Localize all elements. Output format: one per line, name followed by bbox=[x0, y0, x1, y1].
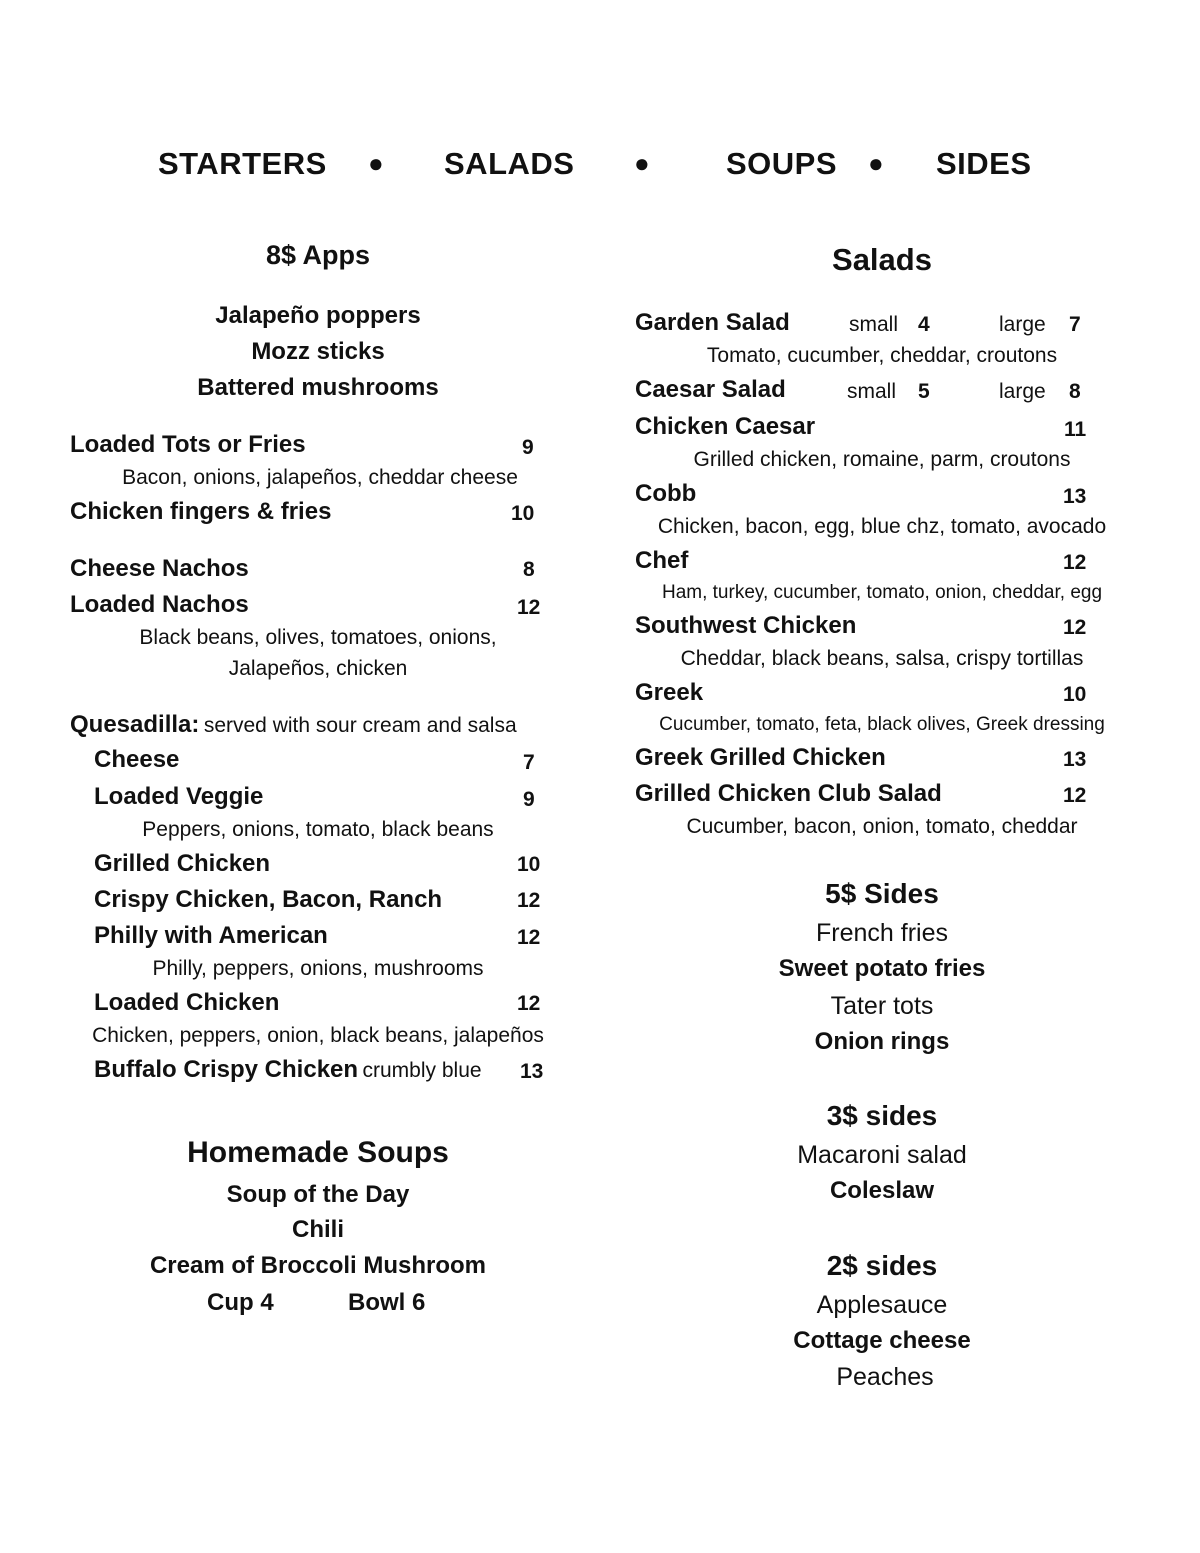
soup-item: Cream of Broccoli Mushroom bbox=[149, 1252, 487, 1279]
garden-salad-name: Garden Salad bbox=[635, 309, 790, 336]
quesadilla-label: Quesadilla: bbox=[70, 711, 200, 738]
salad-item-desc: Cheddar, black beans, salsa, crispy tortillas bbox=[680, 647, 1084, 670]
salad-item-price: 12 bbox=[1063, 784, 1087, 807]
garden-large-price: 7 bbox=[1069, 313, 1081, 336]
header-separator: ● bbox=[368, 148, 384, 178]
apps-item: Mozz sticks bbox=[251, 338, 385, 365]
salad-item-desc: Ham, turkey, cucumber, tomato, onion, cheddar, egg bbox=[661, 582, 1103, 603]
quesadilla-item-name: Buffalo Crispy Chicken bbox=[94, 1056, 359, 1083]
loaded-nachos-price: 12 bbox=[517, 596, 541, 619]
quesadilla-item-name: Loaded Chicken bbox=[94, 989, 280, 1016]
salad-item-desc: Chicken, bacon, egg, blue chz, tomato, avocado bbox=[657, 515, 1107, 538]
salad-item-name: Chicken Caesar bbox=[635, 413, 816, 440]
quesadilla-item-buffalo bbox=[94, 1056, 482, 1084]
sides-five-title: 5$ Sides bbox=[825, 878, 939, 909]
sides-two-title: 2$ sides bbox=[826, 1250, 938, 1281]
caesar-salad-name: Caesar Salad bbox=[635, 376, 786, 403]
loaded-tots-name: Loaded Tots or Fries bbox=[70, 431, 306, 458]
quesadilla-item-desc: Chicken, peppers, onion, black beans, jalapeños bbox=[92, 1024, 544, 1047]
side-item: Onion rings bbox=[814, 1028, 950, 1055]
garden-small-label: small bbox=[849, 313, 899, 336]
soups-title: Homemade Soups bbox=[187, 1136, 449, 1169]
salad-item-name: Cobb bbox=[635, 480, 697, 507]
header-soups: SOUPS bbox=[726, 146, 838, 181]
quesadilla-item-name: Grilled Chicken bbox=[94, 850, 271, 877]
cheese-nachos-price: 8 bbox=[523, 558, 535, 581]
soup-item: Soup of the Day bbox=[226, 1181, 410, 1208]
side-item: Sweet potato fries bbox=[778, 955, 986, 982]
quesadilla-item-name: Cheese bbox=[94, 746, 180, 773]
quesadilla-item-desc: Philly, peppers, onions, mushrooms bbox=[152, 957, 484, 980]
apps-item: Battered mushrooms bbox=[197, 374, 439, 401]
garden-large-label: large bbox=[999, 313, 1046, 336]
salad-item-desc: Cucumber, bacon, onion, tomato, cheddar bbox=[686, 815, 1078, 838]
caesar-small-price: 5 bbox=[918, 380, 930, 403]
cheese-nachos-name: Cheese Nachos bbox=[70, 555, 249, 582]
salad-item-price: 12 bbox=[1063, 551, 1087, 574]
salad-item-desc: Grilled chicken, romaine, parm, croutons bbox=[693, 448, 1071, 471]
header-starters: STARTERS bbox=[158, 146, 327, 181]
salad-item-name: Chef bbox=[635, 547, 689, 574]
header-separator: ● bbox=[868, 148, 884, 178]
loaded-nachos-desc: Jalapeños, chicken bbox=[228, 657, 408, 680]
side-item: Applesauce bbox=[816, 1291, 948, 1319]
header-separator: ● bbox=[634, 148, 650, 178]
apps-title: 8$ Apps bbox=[265, 240, 371, 270]
quesadilla-note: served with sour cream and salsa bbox=[203, 714, 517, 737]
salad-item-price: 13 bbox=[1063, 748, 1087, 771]
soup-cup-price: Cup 4 bbox=[207, 1289, 274, 1316]
side-item: Coleslaw bbox=[829, 1177, 935, 1204]
soup-bowl-price: Bowl 6 bbox=[348, 1289, 426, 1316]
soup-item: Chili bbox=[292, 1216, 344, 1243]
quesadilla-item-price: 12 bbox=[517, 992, 541, 1015]
quesadilla-item-price: 12 bbox=[517, 926, 541, 949]
caesar-large-price: 8 bbox=[1069, 380, 1081, 403]
side-item: Macaroni salad bbox=[797, 1141, 967, 1169]
quesadilla-item-price: 10 bbox=[517, 853, 541, 876]
salad-item-name: Greek bbox=[635, 679, 704, 706]
loaded-nachos-name: Loaded Nachos bbox=[70, 591, 249, 618]
salad-item-name: Southwest Chicken bbox=[635, 612, 857, 639]
side-item: Tater tots bbox=[830, 992, 934, 1020]
caesar-large-label: large bbox=[999, 380, 1046, 403]
loaded-tots-price: 9 bbox=[522, 436, 534, 459]
header-salads: SALADS bbox=[444, 146, 575, 181]
salad-item-name: Grilled Chicken Club Salad bbox=[635, 780, 942, 807]
quesadilla-heading bbox=[70, 711, 517, 739]
quesadilla-item-name: Philly with American bbox=[94, 922, 328, 949]
quesadilla-item-name: Crispy Chicken, Bacon, Ranch bbox=[94, 886, 443, 913]
quesadilla-item-extra: crumbly blue bbox=[362, 1059, 482, 1082]
salad-item-price: 12 bbox=[1063, 616, 1087, 639]
quesadilla-item-price: 7 bbox=[523, 751, 535, 774]
quesadilla-item-price: 13 bbox=[520, 1060, 544, 1083]
caesar-small-label: small bbox=[847, 380, 897, 403]
side-item: Peaches bbox=[836, 1363, 934, 1391]
salads-title: Salads bbox=[832, 242, 932, 277]
salad-item-name: Greek Grilled Chicken bbox=[635, 744, 886, 771]
quesadilla-item-price: 9 bbox=[523, 788, 535, 811]
loaded-nachos-desc: Black beans, olives, tomatoes, onions, bbox=[139, 626, 497, 649]
salad-item-price: 10 bbox=[1063, 683, 1087, 706]
loaded-tots-desc: Bacon, onions, jalapeños, cheddar cheese bbox=[122, 466, 518, 489]
salad-item-price: 13 bbox=[1063, 485, 1087, 508]
garden-small-price: 4 bbox=[918, 313, 930, 336]
chicken-fingers-name: Chicken fingers & fries bbox=[70, 498, 332, 525]
garden-salad-desc: Tomato, cucumber, cheddar, croutons bbox=[706, 344, 1058, 367]
quesadilla-item-name: Loaded Veggie bbox=[94, 783, 264, 810]
sides-three-title: 3$ sides bbox=[826, 1100, 938, 1131]
chicken-fingers-price: 10 bbox=[511, 502, 535, 525]
apps-item: Jalapeño poppers bbox=[215, 302, 421, 329]
salad-item-price: 11 bbox=[1064, 418, 1087, 441]
salad-item-desc: Cucumber, tomato, feta, black olives, Greek dressing bbox=[659, 714, 1105, 735]
quesadilla-item-price: 12 bbox=[517, 889, 541, 912]
side-item: Cottage cheese bbox=[793, 1327, 971, 1354]
header-sides: SIDES bbox=[936, 146, 1032, 181]
side-item: French fries bbox=[816, 919, 948, 947]
quesadilla-item-desc: Peppers, onions, tomato, black beans bbox=[142, 818, 494, 841]
